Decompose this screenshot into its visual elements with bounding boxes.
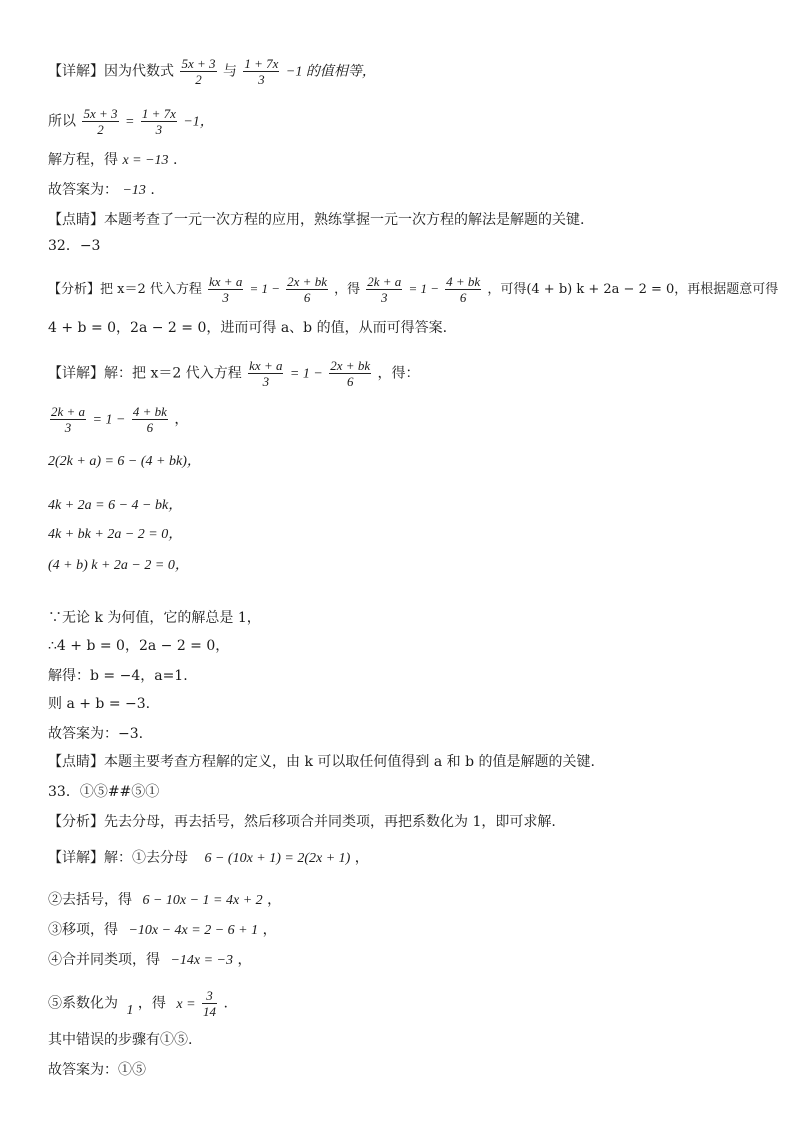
line-step-4: 4k + bk + 2a − 2 = 0，	[48, 527, 183, 542]
text: 【分析】把 x＝2 代入方程	[48, 282, 202, 297]
line-comment-31: 【点睛】本题考查了一元一次方程的应用，熟练掌握一元一次方程的解法是解题的关键.	[48, 212, 585, 228]
math-expression: x = −13	[122, 153, 169, 168]
text: 故答案为：	[48, 182, 118, 198]
line-detail-32	[48, 358, 420, 389]
line-step-3: 4k + 2a = 6 − 4 − bk，	[48, 498, 183, 513]
text: = 1 −	[289, 366, 323, 382]
line-step-5: (4 + b) k + 2a − 2 = 0，	[48, 558, 189, 573]
numerator: 4 + bk	[446, 274, 481, 289]
text: 【详解】解：①去分母	[48, 850, 188, 866]
text: 解方程，得	[48, 152, 118, 168]
fraction	[248, 358, 283, 389]
text: −1，	[183, 114, 214, 130]
denominator: 3	[64, 420, 72, 435]
line-detail-33	[48, 848, 369, 869]
text: ，得	[137, 995, 166, 1012]
fraction	[286, 274, 328, 305]
denominator: 6	[146, 420, 154, 435]
line-step-transpose	[48, 920, 277, 941]
math-expression: 6 − 10x − 1 = 4x + 2	[142, 893, 263, 908]
line-step-remove-brackets	[48, 890, 281, 911]
denominator: 6	[459, 290, 467, 305]
numerator: 5x + 3	[181, 56, 216, 71]
line-then: 则 a + b = −3.	[48, 696, 151, 712]
text: = 1 −	[408, 281, 439, 296]
line-analysis-33: 【分析】先去分母，再去括号，然后移项合并同类项，再把系数化为 1，即可求解.	[48, 814, 556, 830]
numerator: 2k + a	[367, 274, 402, 289]
line-so	[48, 106, 214, 137]
line-answer-31	[48, 180, 155, 201]
question-32-answer: 32．−3	[48, 238, 101, 254]
denominator: 3	[381, 290, 388, 305]
text: = 1 −	[92, 412, 126, 428]
fraction	[141, 106, 177, 137]
math-expression: −13	[122, 183, 146, 198]
fraction	[50, 404, 86, 435]
text: −1 的值相等，	[285, 64, 376, 80]
text: ②去括号，得	[48, 892, 132, 908]
numerator: kx + a	[209, 274, 243, 289]
denominator: 14	[202, 1004, 216, 1019]
text: ③移项，得	[48, 922, 118, 938]
line-analysis-32-cont: 4 + b = 0，2a − 2 = 0，进而可得 a、b 的值，从而可得答案.	[48, 320, 448, 336]
line-detail-1	[48, 56, 376, 87]
denominator: 2	[97, 122, 104, 137]
numerator: kx + a	[249, 358, 283, 373]
line-answer-32: 故答案为：−3.	[48, 726, 144, 742]
text: ⑤系数化为	[48, 995, 118, 1012]
denominator: 2	[195, 72, 202, 87]
fraction	[366, 274, 402, 305]
text: 所以	[48, 113, 76, 130]
text: .	[173, 152, 178, 168]
numerator: 2x + bk	[330, 358, 371, 373]
text: ，可得(4 + b) k + 2a − 2 = 0，再根据题意可得	[487, 282, 779, 297]
text: ，	[262, 922, 277, 938]
line-step-combine	[48, 950, 251, 971]
line-analysis-32	[48, 274, 778, 305]
denominator: 3	[262, 374, 270, 389]
fraction	[243, 56, 279, 87]
text: .	[150, 182, 155, 198]
line-solve	[48, 150, 177, 171]
line-comment-32: 【点睛】本题主要考查方程解的定义，由 k 可以取任何值得到 a 和 b 的值是解题的关键.	[48, 754, 595, 770]
line-step-2: 2(2k + a) = 6 − (4 + bk)，	[48, 454, 201, 469]
numerator: 1 + 7x	[244, 56, 279, 71]
question-33-answer: 33．①⑤##⑤①	[48, 784, 160, 800]
denominator: 3	[155, 122, 163, 137]
denominator: 3	[258, 72, 265, 87]
line-therefore: ∴4 + b = 0，2a − 2 = 0，	[48, 638, 230, 654]
numerator: 2k + a	[51, 404, 86, 419]
numerator: 3	[202, 988, 217, 1004]
math-expression: −10x − 4x = 2 − 6 + 1	[128, 923, 259, 938]
line-because: ∵无论 k 为何值，它的解总是 1，	[48, 610, 261, 626]
denominator: 6	[303, 290, 311, 305]
text: ，	[354, 850, 369, 866]
text: ，得：	[377, 365, 420, 382]
fraction	[132, 404, 168, 435]
text: ，	[174, 411, 189, 428]
text: .	[223, 995, 228, 1012]
fraction	[445, 274, 481, 305]
line-wrong-steps: 其中错误的步骤有①⑤.	[48, 1032, 193, 1048]
text: ④合并同类项，得	[48, 952, 160, 968]
text: 【详解】解：把 x＝2 代入方程	[48, 365, 242, 382]
math-expression: x =	[176, 996, 196, 1012]
fraction	[208, 274, 243, 305]
line-step-1	[48, 404, 188, 435]
text: 【详解】因为代数式	[48, 63, 174, 80]
text: ，	[267, 892, 282, 908]
text: = 1 −	[249, 281, 281, 296]
denominator: 3	[222, 290, 229, 305]
fraction	[82, 106, 118, 137]
fraction	[329, 358, 371, 389]
text: 与	[222, 63, 237, 80]
numerator: 1 + 7x	[141, 106, 176, 121]
math-expression: 1	[126, 1002, 134, 1018]
math-expression: −14x = −3	[170, 953, 234, 968]
fraction	[180, 56, 216, 87]
fraction	[202, 988, 217, 1019]
line-step-coefficient	[48, 988, 228, 1019]
numerator: 5x + 3	[83, 106, 118, 121]
denominator: 6	[346, 374, 354, 389]
math-expression: 6 − (10x + 1) = 2(2x + 1)	[204, 851, 351, 866]
line-answer-33: 故答案为：①⑤	[48, 1062, 146, 1078]
line-solved: 解得：b = −4，a=1.	[48, 668, 188, 684]
text: ，	[237, 952, 252, 968]
text: ，得	[334, 282, 361, 297]
numerator: 4 + bk	[132, 404, 167, 419]
numerator: 2x + bk	[287, 274, 327, 289]
text: =	[124, 114, 135, 130]
